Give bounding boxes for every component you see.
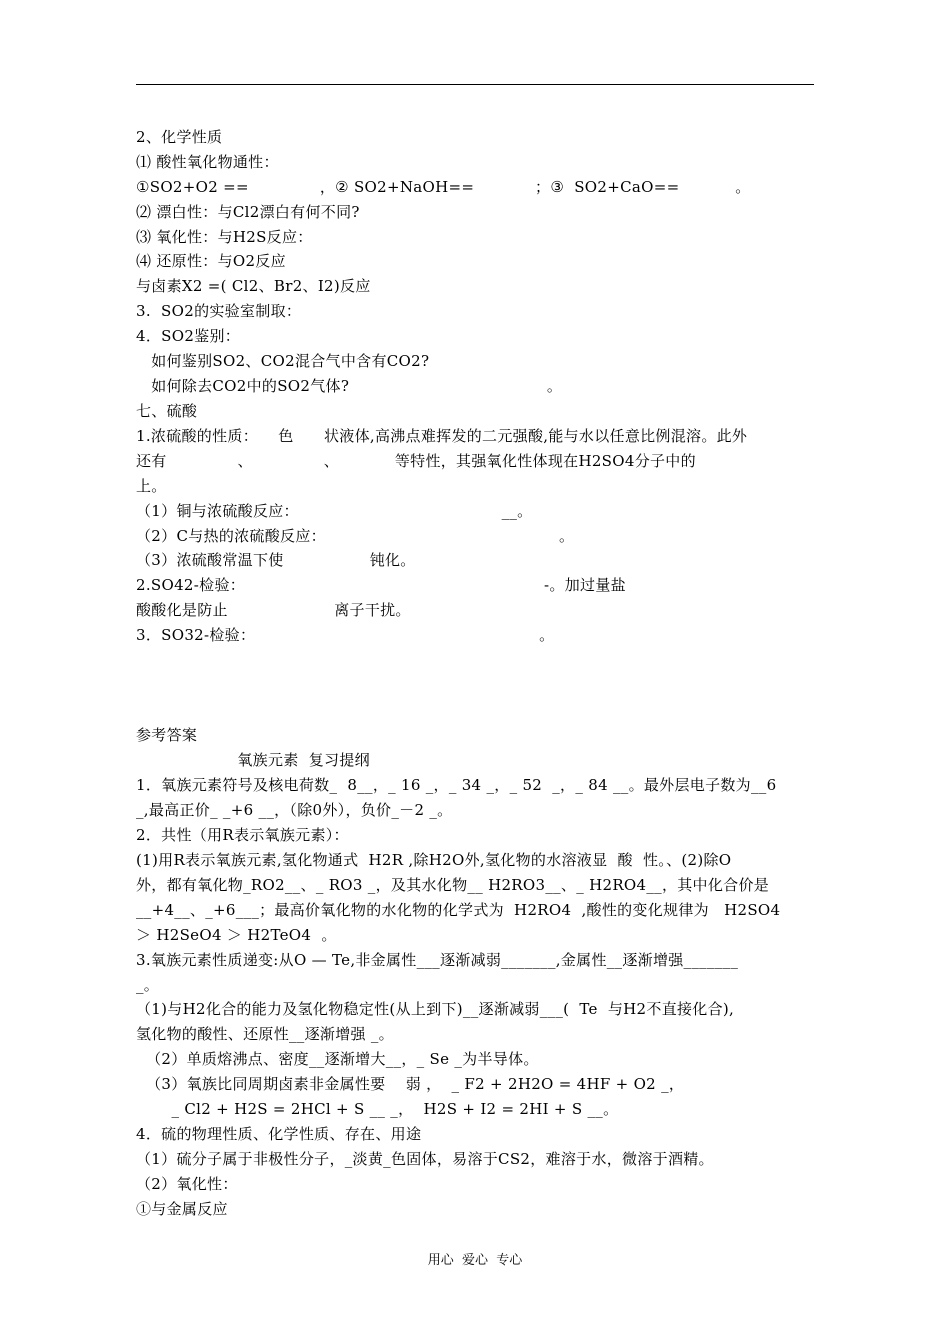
text-line: （3）氧族比同周期卤素非金属性要 弱 ， _ F2 + 2H2O = 4HF + O2 _， bbox=[136, 1075, 685, 1093]
text-line: 3．SO32-检验： 。 bbox=[136, 626, 555, 644]
text-line: ①SO2+O2 == ，② SO2+NaOH== ；③ SO2+CaO== 。 bbox=[136, 178, 751, 196]
text-line: 1.浓硫酸的性质： 色 状液体,高沸点难挥发的二元强酸,能与水以任意比例混溶。此外 bbox=[136, 427, 748, 445]
text-line: ⑷ 还原性：与O2反应 bbox=[136, 252, 286, 270]
text-line: 如何鉴别SO2、CO2混合气中含有CO2? bbox=[136, 352, 430, 370]
text-line: 还有 、 、 等特性，其强氧化性体现在H2SO4分子中的 bbox=[136, 452, 696, 470]
text-line: (1)用R表示氧族元素,氢化物通式 H2R ,除H2O外,氢化物的水溶液显 酸 性。、(2)除O bbox=[136, 851, 732, 869]
text-line: 3.氧族元素性质递变:从O — Te,非金属性___逐渐减弱_______,金属性__逐渐增强_______ bbox=[136, 951, 739, 969]
text-line: 2．共性（用R表示氧族元素）： bbox=[136, 826, 349, 844]
text-line: （2）C与热的浓硫酸反应： 。 bbox=[136, 527, 575, 545]
text-line: ＞ H2SeO4 ＞ H2TeO4 。 bbox=[136, 926, 337, 944]
text-line: 如何除去CO2中的SO2气体? 。 bbox=[136, 377, 563, 395]
text-line: （2）单质熔沸点、密度__逐渐增大__，_ Se _为半导体。 bbox=[136, 1050, 539, 1068]
text-line: （1）铜与浓硫酸反应： __。 bbox=[136, 502, 533, 520]
page-footer: 用心 爱心 专心 bbox=[427, 1253, 523, 1268]
text-line: 上。 bbox=[136, 477, 167, 495]
answer-title: 氧族元素 复习提纲 bbox=[136, 751, 370, 769]
text-line: 4．SO2鉴别： bbox=[136, 327, 241, 345]
text-line: （2）氧化性： bbox=[136, 1175, 238, 1193]
answer-heading: 参考答案 bbox=[136, 726, 198, 744]
text-line: __+4__、_+6___；最高价氧化物的水化物的化学式为 H2RO4 ,酸性的变化规律为 H2SO4 bbox=[136, 901, 781, 919]
text-line: 与卤素X2 =( Cl2、Br2、I2)反应 bbox=[136, 277, 371, 295]
text-line: 3. SO2的实验室制取： bbox=[136, 302, 302, 320]
text-line: _。 bbox=[136, 976, 160, 994]
text-line: 酸酸化是防止 离子干扰。 bbox=[136, 601, 411, 619]
text-line: 2、化学性质 bbox=[136, 128, 223, 146]
text-line: （1)与H2化合的能力及氢化物稳定性(从上到下)__逐渐减弱___( Te 与H2不直接化合), bbox=[136, 1000, 735, 1018]
text-line: 2.SO42-检验： -。加过量盐 bbox=[136, 576, 626, 594]
section-heading: 七、硫酸 bbox=[136, 402, 198, 420]
text-line: ①与金属反应 bbox=[136, 1200, 228, 1218]
text-line: 1．氧族元素符号及核电荷数_ 8__，_ 16 _，_ 34 _，_ 52 _，_ 84 __。最外层电子数为__6 bbox=[136, 776, 777, 794]
text-line: （3）浓硫酸常温下使 钝化。 bbox=[136, 551, 416, 569]
header-rule bbox=[136, 84, 814, 85]
text-line: 氢化物的酸性、还原性__逐渐增强 _。 bbox=[136, 1025, 394, 1043]
text-line: 外，都有氧化物_RO2__、_ RO3 _，及其水化物__ H2RO3__、_ H2RO4__，其中化合价是 bbox=[136, 876, 770, 894]
text-line: _,最高正价_ _+6 __，（除0外），负价_－2 _。 bbox=[136, 801, 453, 819]
text-line: ⑶ 氧化性：与H2S反应： bbox=[136, 228, 313, 246]
text-line: _ Cl2 + H2S = 2HCl + S __ _， H2S + I2 = 2HI + S __。 bbox=[136, 1100, 619, 1118]
text-line: ⑵ 漂白性：与Cl2漂白有何不同? bbox=[136, 203, 360, 221]
text-line: 4．硫的物理性质、化学性质、存在、用途 bbox=[136, 1125, 422, 1143]
text-line: ⑴ 酸性氧化物通性： bbox=[136, 153, 279, 171]
text-line: （1）硫分子属于非极性分子，_淡黄_色固体，易溶于CS2，难溶于水，微溶于酒精。 bbox=[136, 1150, 714, 1168]
